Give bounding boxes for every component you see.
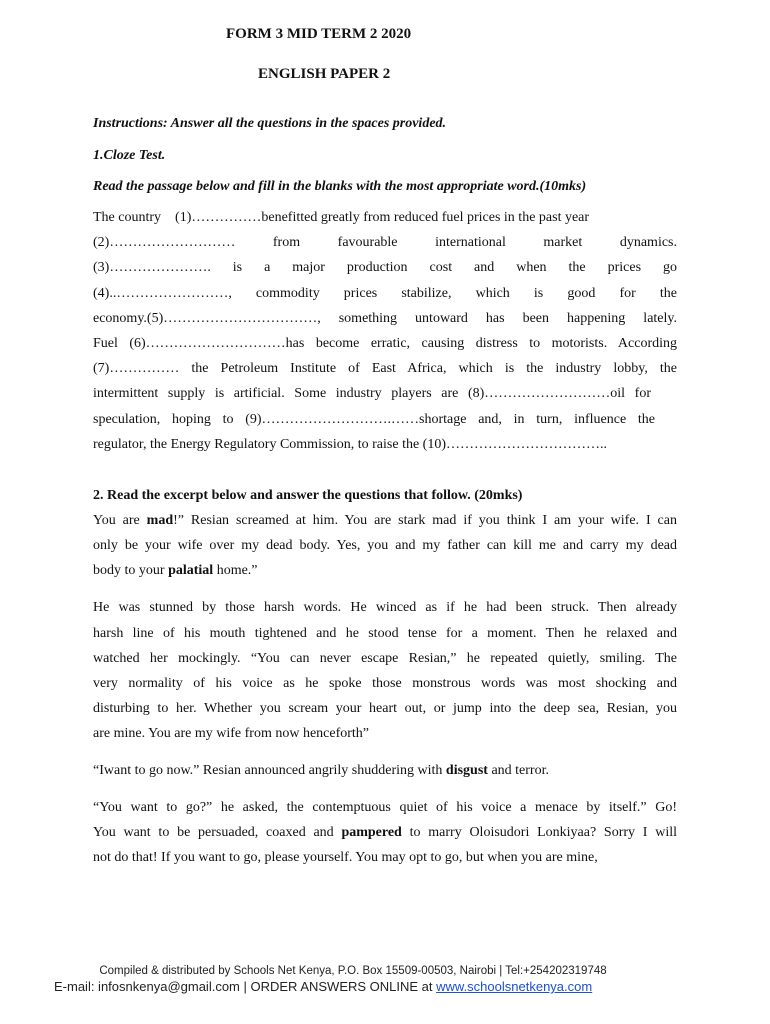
p1-text: !” Resian screamed at him. You are stark mad if you think I am your wife. I can: [173, 513, 677, 528]
excerpt-heading: 2. Read the excerpt below and answer the questions that follow. (20mks): [93, 488, 523, 503]
vocab-mad: mad: [146, 513, 174, 528]
footer-website-link[interactable]: www.schoolsnetkenya.com: [436, 979, 593, 994]
cloze-line-1: The country (1)……………benefitted greatly from reduced fuel prices in the past year: [93, 210, 590, 225]
excerpt-p1-line-2: only be your wife over my dead body. Yes, you and my father can kill me and carry my dead: [93, 538, 677, 553]
footer-contact: [54, 979, 592, 994]
p4-text: to marry Oloisudori Lonkiyaa? Sorry I will: [401, 825, 677, 840]
excerpt-p4-line-2: [93, 825, 677, 841]
excerpt-p2-line-6: are mine. You are my wife from now henceforth”: [93, 726, 370, 741]
footer-compiled-by: Compiled & distributed by Schools Net Kenya, P.O. Box 15509-00503, Nairobi | Tel:+254202319748: [99, 965, 607, 977]
cloze-directions: Read the passage below and fill in the blanks with the most appropriate word.(10mks): [93, 179, 587, 194]
cloze-line-5: economy.(5)……………………………, something untoward has been happening lately.: [93, 311, 677, 326]
cloze-line-3: (3)…………………. is a major production cost and when the prices go: [93, 260, 677, 275]
cloze-line-8: intermittent supply is artificial. Some industry players are (8)………………………oil for: [93, 386, 651, 401]
vocab-palatial: palatial: [168, 563, 214, 578]
excerpt-p2-line-4: very normality of his voice as he spoke those monstrous words was most shocking and: [93, 676, 677, 691]
instructions: Instructions: Answer all the questions in the spaces provided.: [93, 116, 447, 131]
cloze-line-2: (2)……………………… from favourable international market dynamics.: [93, 235, 677, 250]
excerpt-p4-line-3: not do that! If you want to go, please yourself. You may opt to go, but when you are mine,: [93, 850, 598, 865]
excerpt-p1-line-3: [93, 563, 677, 579]
cloze-line-7: (7)…………… the Petroleum Institute of East Africa, which is the industry lobby, the: [93, 361, 677, 376]
excerpt-p2-line-1: He was stunned by those harsh words. He winced as if he had been struck. Then already: [93, 600, 677, 615]
p1-text: You are: [93, 513, 147, 528]
cloze-line-10: regulator, the Energy Regulatory Commission, to raise the (10)……………………………..: [93, 437, 607, 452]
excerpt-p2-line-3: watched her mockingly. “You can never escape Resian,” he repeated quietly, smiling. The: [93, 651, 677, 666]
excerpt-p2-line-2: harsh line of his mouth tightened and he stood tense for a moment. Then he relaxed and: [93, 626, 677, 641]
excerpt-p1-line-1: [93, 513, 677, 529]
p1-text: body to your: [93, 563, 169, 578]
vocab-disgust: disgust: [445, 763, 488, 778]
vocab-pampered: pampered: [341, 825, 402, 840]
cloze-line-6: Fuel (6)…………………………has become erratic, causing distress to motorists. According: [93, 336, 677, 351]
p3-text: “Iwant to go now.” Resian announced angrily shuddering with: [93, 763, 446, 778]
excerpt-p4-line-1: “You want to go?” he asked, the contemptuous quiet of his voice a menace by itself.” Go!: [93, 800, 677, 815]
page-subtitle: ENGLISH PAPER 2: [258, 66, 391, 82]
footer-email-text: E-mail: infosnkenya@gmail.com | ORDER ANSWERS ONLINE at: [54, 979, 437, 994]
p3-text: and terror.: [487, 763, 549, 778]
cloze-line-9: speculation, hoping to (9)……………………….……shortage and, in turn, influence the: [93, 412, 655, 427]
cloze-heading: 1.Cloze Test.: [93, 148, 166, 163]
cloze-line-4: (4)..……………………, commodity prices stabilize, which is good for the: [93, 286, 677, 301]
page-title: FORM 3 MID TERM 2 2020: [226, 26, 412, 42]
p4-text: You want to be persuaded, coaxed and: [93, 825, 342, 840]
excerpt-p3: [93, 763, 677, 779]
excerpt-p2-line-5: disturbing to her. Whether you scream your heart out, or jump into the deep sea, Resian, you: [93, 701, 677, 716]
p1-text: home.”: [213, 563, 258, 578]
